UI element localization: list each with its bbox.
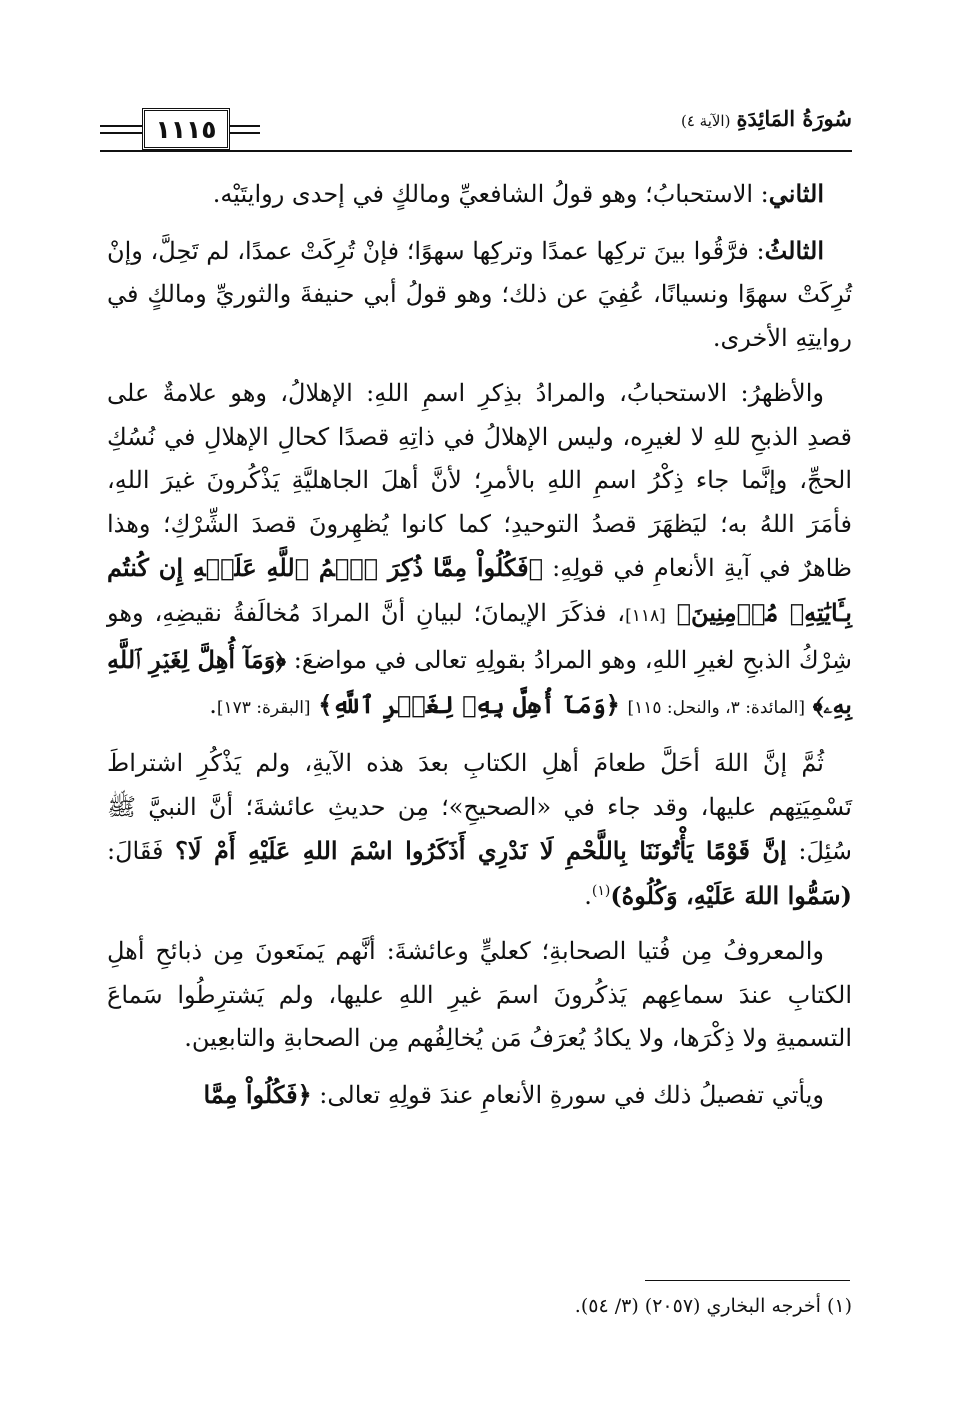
paragraph-text: : فرَّقُوا بينَ تركِها عمدًا وتركِها سهوًا؛ فإنْ تُرِكَتْ عمدًا، لم تَحِلَّ، وإنْ تُرِكَتْ سهوًا ونسيانًا، عُفِيَ عن ذلك؛ وهو قولُ أبي حنيفةَ والثوريِّ ومالكٍ في روايتِهِ الأخرى. [107, 236, 852, 352]
paragraph-text: فَقَالَ: [107, 837, 176, 865]
running-title [681, 106, 852, 131]
surah-name: سُورَةُ المَائِدَةِ [736, 106, 852, 131]
verse-reference: [١١٨] [625, 605, 666, 626]
footnote-marker: (١) [591, 882, 611, 899]
footnote [400, 1292, 852, 1320]
main-text [107, 172, 852, 1129]
paragraph-people-of-book [107, 742, 852, 918]
hadith-quote: (سَمُّوا اللهَ عَلَيْهِ، وَكُلُوهُ) [610, 880, 852, 910]
page-number: ١١١٥ [142, 108, 230, 150]
quran-quote: ﴿وَمَآ أُهِلَّ بِهِۦ لِغَيۡرِ ٱللَّهِ﴾ [318, 689, 620, 719]
header-rule [230, 132, 260, 134]
paragraph-text: : الاستحبابُ؛ وهو قولُ الشافعيِّ ومالكٍ في إحدى روايتَيْه. [212, 180, 769, 208]
quran-quote: ﴿فَكُلُواْ مِمَّا [203, 1079, 312, 1109]
paragraph-text: ثُمَّ إنَّ اللهَ أحَلَّ طعامَ أهلِ الكتابِ بعدَ هذه الآيةِ، ولم يَذْكُرِ اشتراطَ تَسْمِيَتِهم عليها، وقد جاء في «الصحيحِ»؛ مِن حديثِ عائشةَ؛ أنَّ النبيَّ ﷺ سُئِلَ: [107, 749, 852, 865]
header-rule [230, 125, 260, 127]
paragraph-continuation [107, 1073, 852, 1118]
verse-reference: [البقرة: ١٧٣] [216, 697, 311, 718]
header-rule [100, 125, 142, 127]
header-underline [100, 150, 852, 152]
paragraph-text: ، فذكَرَ الإيمانَ؛ لبيانِ أنَّ المرادَ مُخالَفةُ نقيضِهِ، وهو شِرْكُ الذبحِ لغيرِ اللهِ، وهو المرادُ بقولِهِ تعالى في مواضعَ: [107, 598, 852, 674]
punctuation: . [584, 881, 592, 910]
footnote-text: أخرجه البخاري (٢٠٥٧) (٣/ ٥٤). [574, 1295, 821, 1317]
paragraph-text: والمعروفُ مِن فُتيا الصحابةِ؛ كعليٍّ وعائشةَ: أنَّهم يَمنَعونَ مِن ذبائحِ أهلِ الكتابِ عندَ سماعِهم يَذكُرونَ اسمَ غيرِ اللهِ عليها، ولم يَشترِطُوا سَماعَ التسميةِ ولا ذِكْرَها، ولا يكادُ يُعرَفُ مَن يُخالِفُهم مِن الصحابةِ والتابعِين. [107, 937, 852, 1052]
paragraph-text: ويأتي تفصيلُ ذلك في سورةِ الأنعامِ عندَ قولِهِ تعالى: [311, 1080, 824, 1109]
quran-quote: ﴿فَكُلُواْ مِمَّا ذُكِرَ ٱسۡمُ ٱللَّهِ عَلَيۡهِ إِن كُنتُم بِـَٔايَٰتِهِۦ مُؤۡمِنِينَ﴾ [107, 553, 852, 627]
punctuation: . [209, 690, 217, 719]
verse-reference: [المائدة: ٣، والنحل: ١١٥] [627, 697, 806, 718]
paragraph-label: الثاني [768, 179, 824, 208]
paragraph-text: والأظهرُ: الاستحبابُ، والمرادُ بذِكرِ اسمِ اللهِ: الإهلالُ، وهو علامةٌ على قصدِ الذبحِ للهِ لا لغيرِه، وليس الإهلالُ في ذاتِهِ قصدًا كحالِ الإهلالِ في نُسُكِ الحجِّ، وإنَّما جاء ذِكْرُ اسمِ اللهِ بالأمرِ؛ لأنَّ أهلَ الجاهليَّةِ يَذْكُرونَ غيرَ اللهِ، فأمَرَ اللهُ به؛ ليَظهَرَ قصدُ التوحيدِ؛ كما كانوا يُظهِرونَ قصدَ الشِّرْكِ؛ وهذا ظاهرٌ في آيةِ الأنعامِ في قولِهِ: [107, 379, 852, 582]
page-header [100, 100, 852, 152]
header-rule [100, 132, 142, 134]
hadith-quote: إنَّ قَوْمًا يَأْتُونَنَا بِاللَّحْمِ لَا نَدْرِي أَذَكَرُوا اسْمَ اللهِ عَلَيْهِ أَمْ لَا؟ [175, 836, 787, 865]
paragraph-companions [107, 930, 852, 1061]
paragraph-third-opinion [107, 229, 852, 361]
paragraph-preferred-view [107, 372, 852, 730]
paragraph-second-opinion [107, 172, 852, 217]
paragraph-label: الثالثُ [764, 235, 824, 265]
ayah-reference: (الآية ٤) [680, 112, 731, 130]
footnote-number: (١) [826, 1295, 852, 1317]
quran-quote: ﴿وَمَآ أُهِلَّ لِغَيۡرِ ٱللَّهِ بِهِۦ﴾ [107, 645, 852, 719]
footnote-separator [645, 1280, 850, 1281]
